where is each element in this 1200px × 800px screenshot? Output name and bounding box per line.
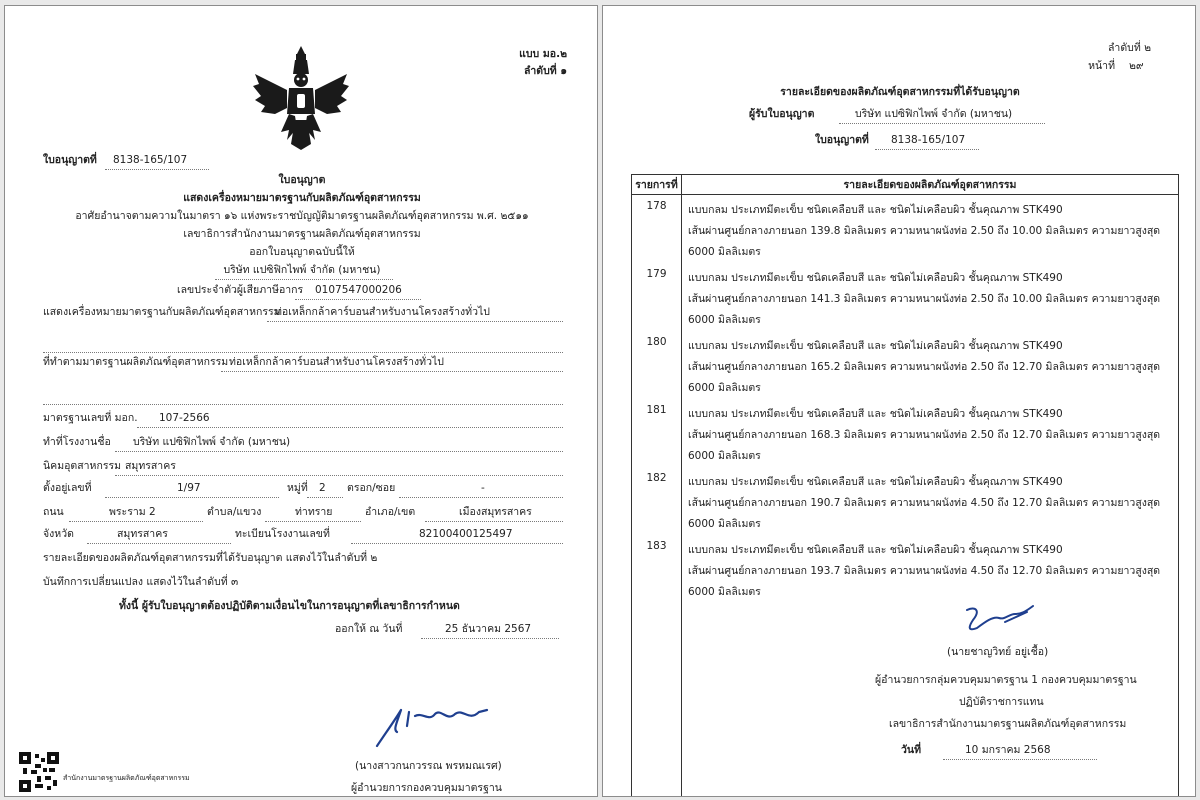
item-line: 6000 มิลลิเมตร — [688, 382, 761, 394]
date-value: 10 มกราคม 2568 — [965, 744, 1051, 756]
item-description — [682, 535, 1179, 603]
sequence-number: ลำดับที่ ๒ — [1108, 42, 1151, 54]
qr-code-icon — [19, 752, 59, 792]
license-number: 8138-165/107 — [113, 154, 188, 166]
issued-date-label: ออกให้ ณ วันที่ — [335, 623, 403, 635]
dotted-line — [69, 521, 203, 522]
details-title: รายละเอียดของผลิตภัณฑ์อุตสาหกรรมที่ได้รับอนุญาต — [780, 86, 1020, 98]
signer-position-2: ปฏิบัติราชการแทน — [959, 696, 1044, 708]
dotted-line — [425, 521, 563, 522]
item-number: 182 — [632, 467, 682, 535]
table-filler-row — [632, 603, 1179, 797]
table-row — [632, 399, 1179, 467]
item-number: 180 — [632, 331, 682, 399]
mark-label: แสดงเครื่องหมายมาตรฐานกับผลิตภัณฑ์อุตสาหกรรม — [43, 306, 281, 318]
page-number-label: หน้าที่ — [1088, 60, 1115, 72]
license-value: 8138-165/107 — [891, 134, 966, 146]
dotted-line — [265, 521, 361, 522]
license-page-1 — [4, 5, 598, 797]
item-line: เส้นผ่านศูนย์กลางภายนอก 168.3 มิลลิเมตร ความหนาผนังท่อ 2.50 ถึง 12.70 มิลลิเมตร ความยาวสูงสุด — [688, 429, 1161, 441]
filler-cell — [682, 603, 1179, 797]
signer-name: (นายชาญวิทย์ อยู่เชื้อ) — [947, 646, 1049, 658]
item-number: 178 — [632, 195, 682, 264]
address-label: ตั้งอยู่เลขที่ — [43, 482, 92, 494]
license-number-label: ใบอนุญาตที่ — [43, 154, 97, 166]
dotted-line — [875, 149, 979, 150]
moo-label: หมู่ที่ — [287, 482, 308, 494]
factory-reg-value: 82100400125497 — [419, 528, 513, 540]
table-row — [632, 331, 1179, 399]
signature-image — [371, 700, 495, 750]
condition-note: ทั้งนี้ ผู้รับใบอนุญาตต้องปฏิบัติตามเงื่อนไขในการอนุญาตที่เลขาธิการกำหนด — [119, 600, 460, 612]
dotted-line — [43, 404, 563, 405]
signer-title: ผู้อำนวยการกองควบคุมมาตรฐาน — [351, 782, 502, 794]
dotted-line — [307, 497, 343, 498]
garuda-emblem-icon — [251, 44, 351, 154]
item-description — [682, 467, 1179, 535]
soi-value: - — [481, 482, 485, 494]
province-value: สมุทรสาคร — [117, 528, 168, 540]
item-number: 181 — [632, 399, 682, 467]
mark-value: ท่อเหล็กกล้าคาร์บอนสำหรับงานโครงสร้างทั่วไป — [275, 306, 490, 318]
item-line: แบบกลม ประเภทมีตะเข็บ ชนิดเคลือบสี และ ชนิดไม่เคลือบผิว ชั้นคุณภาพ STK490 — [688, 544, 1063, 556]
footer-agency: สำนักงานมาตรฐานผลิตภัณฑ์อุตสาหกรรม — [63, 774, 190, 782]
item-number: 179 — [632, 263, 682, 331]
item-line: เส้นผ่านศูนย์กลางภายนอก 165.2 มิลลิเมตร ความหนาผนังท่อ 2.50 ถึง 12.70 มิลลิเมตร ความยาวสูงสุด — [688, 361, 1161, 373]
address-value: 1/97 — [177, 482, 201, 494]
item-line: 6000 มิลลิเมตร — [688, 518, 761, 530]
holder-value: บริษัท แปซิฟิกไพพ์ จำกัด (มหาชน) — [855, 108, 1013, 120]
amphoe-label: อำเภอ/เขต — [365, 506, 416, 518]
company-name: บริษัท แปซิฟิกไพพ์ จำกัด (มหาชน) — [223, 264, 381, 276]
dotted-line — [221, 371, 563, 372]
standard-value: ท่อเหล็กกล้าคาร์บอนสำหรับงานโครงสร้างทั่วไป — [229, 356, 444, 368]
factory-reg-label: ทะเบียนโรงงานเลขที่ — [235, 528, 330, 540]
dotted-line — [115, 475, 563, 476]
estate-label: นิคมอุตสาหกรรม — [43, 460, 122, 472]
road-label: ถนน — [43, 506, 64, 518]
tis-value: 107-2566 — [159, 412, 210, 424]
table-row — [632, 535, 1179, 603]
item-description — [682, 399, 1179, 467]
signer-position-3: เลขาธิการสำนักงานมาตรฐานผลิตภัณฑ์อุตสาหกรรม — [889, 718, 1127, 730]
document-subtitle: แสดงเครื่องหมายมาตรฐานกับผลิตภัณฑ์อุตสาหกรรม — [183, 192, 421, 204]
form-code: แบบ มอ.๒ — [519, 48, 567, 60]
item-line: 6000 มิลลิเมตร — [688, 450, 761, 462]
signer-position-1: ผู้อำนวยการกลุ่มควบคุมมาตรฐาน 1 กองควบคุมมาตรฐาน — [875, 674, 1137, 686]
table-row — [632, 263, 1179, 331]
soi-label: ตรอก/ซอย — [347, 482, 396, 494]
column-header-item: รายการที่ — [632, 175, 682, 195]
factory-label: ทำที่โรงงานชื่อ — [43, 436, 111, 448]
item-number: 183 — [632, 535, 682, 603]
dotted-line — [351, 543, 563, 544]
dotted-line — [137, 427, 563, 428]
license-page-2 — [602, 5, 1196, 797]
dotted-line — [421, 638, 559, 639]
dotted-line — [115, 451, 563, 452]
item-description — [682, 331, 1179, 399]
item-line: เส้นผ่านศูนย์กลางภายนอก 141.3 มิลลิเมตร ความหนาผนังท่อ 2.50 ถึง 10.00 มิลลิเมตร ความยาวสูงสุด — [688, 293, 1161, 305]
table-row — [632, 195, 1179, 264]
license-label: ใบอนุญาตที่ — [815, 134, 869, 146]
table-header-row — [632, 175, 1179, 195]
item-line: แบบกลม ประเภทมีตะเข็บ ชนิดเคลือบสี และ ชนิดไม่เคลือบผิว ชั้นคุณภาพ STK490 — [688, 204, 1063, 216]
signature-image — [959, 602, 1039, 636]
tis-label: มาตรฐานเลขที่ มอก. — [43, 412, 138, 424]
product-details-table — [631, 174, 1179, 797]
dotted-line — [105, 169, 209, 170]
signer-name: (นางสาวกนกวรรณ พรหมณเรศ) — [355, 760, 502, 772]
item-line: แบบกลม ประเภทมีตะเข็บ ชนิดเคลือบสี และ ชนิดไม่เคลือบผิว ชั้นคุณภาพ STK490 — [688, 476, 1063, 488]
item-line: แบบกลม ประเภทมีตะเข็บ ชนิดเคลือบสี และ ชนิดไม่เคลือบผิว ชั้นคุณภาพ STK490 — [688, 272, 1063, 284]
tax-id-label: เลขประจำตัวผู้เสียภาษีอากร — [177, 284, 304, 296]
detail-note: รายละเอียดของผลิตภัณฑ์อุตสาหกรรมที่ได้รับอนุญาต แสดงไว้ในลำดับที่ ๒ — [43, 552, 378, 564]
issued-date: 25 ธันวาคม 2567 — [445, 623, 532, 635]
item-line: เส้นผ่านศูนย์กลางภายนอก 139.8 มิลลิเมตร ความหนาผนังท่อ 2.50 ถึง 10.00 มิลลิเมตร ความยาวสูงสุด — [688, 225, 1161, 237]
road-value: พระราม 2 — [109, 506, 156, 518]
item-line: 6000 มิลลิเมตร — [688, 314, 761, 326]
tambon-value: ท่าทราย — [295, 506, 333, 518]
item-line: แบบกลม ประเภทมีตะเข็บ ชนิดเคลือบสี และ ชนิดไม่เคลือบผิว ชั้นคุณภาพ STK490 — [688, 340, 1063, 352]
dotted-line — [839, 123, 1045, 124]
filler-cell — [632, 603, 682, 797]
column-header-detail: รายละเอียดของผลิตภัณฑ์อุตสาหกรรม — [682, 175, 1179, 195]
factory-value: บริษัท แปซิฟิกไพพ์ จำกัด (มหาชน) — [133, 436, 291, 448]
dotted-line — [43, 352, 563, 353]
item-line: เส้นผ่านศูนย์กลางภายนอก 193.7 มิลลิเมตร ความหนาผนังท่อ 4.50 ถึง 12.70 มิลลิเมตร ความยาวสูงสุด — [688, 565, 1161, 577]
tax-id: 0107547000206 — [315, 284, 402, 296]
dotted-line — [295, 299, 421, 300]
item-line: 6000 มิลลิเมตร — [688, 586, 761, 598]
document-title: ใบอนุญาต — [278, 174, 326, 186]
sequence-number: ลำดับที่ ๑ — [523, 65, 567, 77]
issue-line: ออกใบอนุญาตฉบับนี้ให้ — [249, 246, 355, 258]
standard-label: ที่ทำตามมาตรฐานผลิตภัณฑ์อุตสาหกรรม — [43, 356, 229, 368]
item-line: 6000 มิลลิเมตร — [688, 246, 761, 258]
item-description — [682, 195, 1179, 264]
change-note: บันทึกการเปลี่ยนแปลง แสดงไว้ในลำดับที่ ๓ — [43, 576, 239, 588]
holder-label: ผู้รับใบอนุญาต — [749, 108, 815, 120]
tambon-label: ตำบล/แขวง — [207, 506, 262, 518]
page-number: ๒๙ — [1129, 60, 1144, 72]
item-line: เส้นผ่านศูนย์กลางภายนอก 190.7 มิลลิเมตร ความหนาผนังท่อ 4.50 ถึง 12.70 มิลลิเมตร ความยาวสูงสุด — [688, 497, 1161, 509]
dotted-line — [215, 279, 393, 280]
estate-value: สมุทรสาคร — [125, 460, 176, 472]
dotted-line — [105, 497, 279, 498]
item-description — [682, 263, 1179, 331]
dotted-line — [267, 321, 563, 322]
item-line: แบบกลม ประเภทมีตะเข็บ ชนิดเคลือบสี และ ชนิดไม่เคลือบผิว ชั้นคุณภาพ STK490 — [688, 408, 1063, 420]
law-reference: อาศัยอำนาจตามความในมาตรา ๑๖ แห่งพระราชบัญญัติมาตรฐานผลิตภัณฑ์อุตสาหกรรม พ.ศ. ๒๕๑๑ — [75, 210, 529, 222]
moo-value: 2 — [319, 482, 326, 494]
dotted-line — [399, 497, 563, 498]
table-row — [632, 467, 1179, 535]
dotted-line — [87, 543, 231, 544]
date-label: วันที่ — [901, 744, 921, 756]
dotted-line — [943, 759, 1097, 760]
amphoe-value: เมืองสมุทรสาคร — [459, 506, 532, 518]
issuer-line: เลขาธิการสำนักงานมาตรฐานผลิตภัณฑ์อุตสาหกรรม — [183, 228, 421, 240]
province-label: จังหวัด — [43, 528, 74, 540]
